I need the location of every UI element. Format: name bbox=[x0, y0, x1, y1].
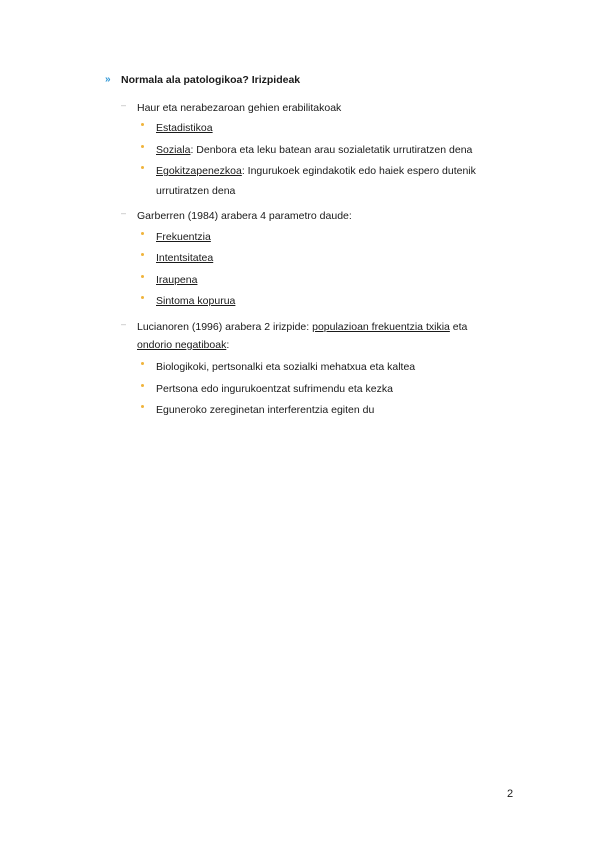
heading-text: Normala ala patologikoa? Irizpideak bbox=[121, 74, 301, 86]
term: Sintoma kopurua bbox=[156, 295, 236, 307]
bullet-icon bbox=[141, 145, 144, 148]
term: Iraupena bbox=[156, 274, 198, 286]
page-number: 2 bbox=[507, 788, 514, 800]
bullet-icon bbox=[141, 166, 144, 169]
term: Frekuentzia bbox=[156, 231, 211, 243]
dash-icon: – bbox=[121, 319, 127, 329]
term-description: : Denbora eta leku batean arau sozialetatik urrutiratzen dena bbox=[190, 144, 473, 156]
term: Intentsitatea bbox=[156, 252, 214, 264]
item-text: Biologikoki, pertsonalki eta sozialki mehatxua eta kaltea bbox=[156, 361, 416, 373]
bullet-icon bbox=[141, 296, 144, 299]
bullet-icon bbox=[141, 275, 144, 278]
bullet-icon bbox=[141, 232, 144, 235]
dash-icon: – bbox=[121, 100, 127, 110]
term-description: : Ingurukoek egindakotik edo haiek espero dutenik bbox=[241, 165, 476, 177]
term-description-continued: urrutiratzen dena bbox=[156, 185, 236, 197]
bullet-icon bbox=[141, 362, 144, 365]
underlined-criterion-2: ondorio negatiboak bbox=[137, 339, 227, 351]
bullet-icon bbox=[141, 123, 144, 126]
term: Soziala bbox=[156, 144, 191, 156]
double-chevron-icon: » bbox=[105, 74, 111, 85]
bullet-icon bbox=[141, 253, 144, 256]
underlined-criterion-1: populazioan frekuentzia txikia bbox=[312, 321, 450, 333]
term: Egokitzapenezkoa bbox=[156, 165, 242, 177]
section-label: Lucianoren (1996) arabera 2 irizpide: bbox=[137, 321, 313, 333]
section-label: Garberren (1984) arabera 4 parametro daude: bbox=[137, 210, 352, 222]
term: Estadistikoa bbox=[156, 122, 213, 134]
section-label-conjunction: eta bbox=[449, 321, 468, 333]
bullet-icon bbox=[141, 384, 144, 387]
section-label-colon: : bbox=[226, 339, 230, 351]
item-text: Pertsona edo ingurukoentzat sufrimendu eta kezka bbox=[156, 383, 393, 395]
section-label: Haur eta nerabezaroan gehien erabilitakoak bbox=[137, 102, 342, 114]
item-text: Eguneroko zereginetan interferentzia egiten du bbox=[156, 404, 375, 416]
bullet-icon bbox=[141, 405, 144, 408]
dash-icon: – bbox=[121, 208, 127, 218]
